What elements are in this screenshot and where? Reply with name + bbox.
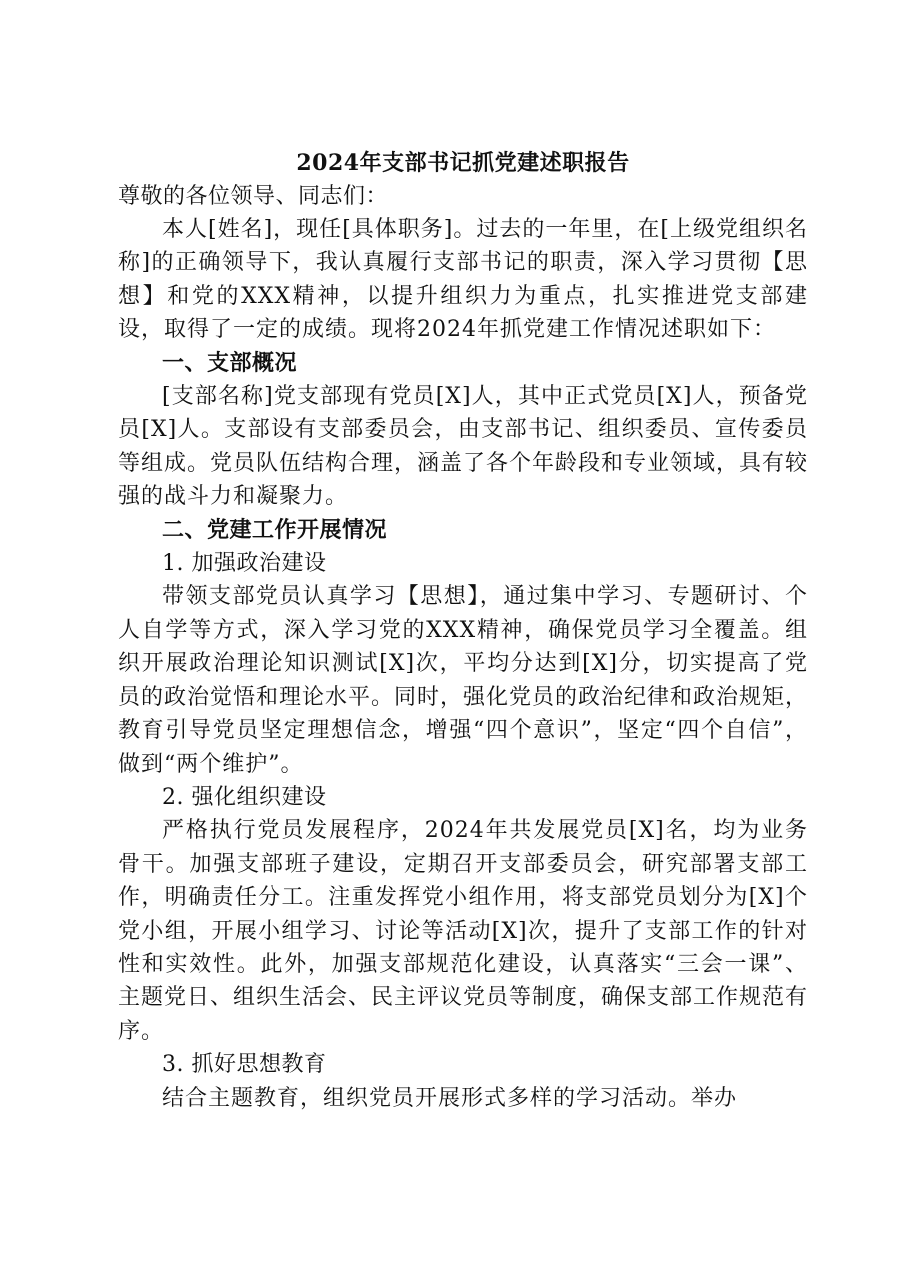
subheading-education: 3. 抓好思想教育 [162, 1052, 327, 1078]
subheading-political: 1. 加强政治建设 [162, 551, 327, 577]
political-paragraph: 带领支部党员认真学习【思想】，通过集中学习、专题研讨、个人自学等方式，深入学习党的XXX精神，确保党员学习全覆盖。组织开展政治理论知识测试[X]次，平均分达到[X]分，切实提高了党员的政治觉悟和理论水平。同时，强化党员的政治纪律和政治规矩，教育引导党员坚定理想信念，增强“四个意识”，坚定“四个自信”，做到“两个维护”。 [118, 584, 809, 777]
intro-paragraph: 本人[姓名]，现任[具体职务]。过去的一年里，在[上级党组织名称]的正确领导下，我认真履行支部书记的职责，深入学习贯彻【思想】和党的XXX精神，以提升组织力为重点，扎实推进党支部建设，取得了一定的成绩。现将2024年抓党建工作情况述职如下： [118, 217, 808, 343]
organization-paragraph: 严格执行党员发展程序，2024年共发展党员[X]名，均为业务骨干。加强支部班子建设，定期召开支部委员会，研究部署支部工作，明确责任分工。注重发挥党小组作用，将支部党员划分为[X]个党小组，开展小组学习、讨论等活动[X]次，提升了支部工作的针对性和实效性。此外，加强支部规范化建设，认真落实“三会一课”、主题党日、组织生活会、民主评议党员等制度，确保支部工作规范有序。 [118, 818, 809, 1044]
document-title: 2024年支部书记抓党建述职报告 [296, 150, 630, 176]
salutation: 尊敬的各位领导、同志们： [118, 184, 389, 209]
overview-paragraph: [支部名称]党支部现有党员[X]人，其中正式党员[X]人，预备党员[X]人。支部设有支部委员会，由支部书记、组织委员、宣传委员等组成。党员队伍结构合理，涵盖了各个年龄段和专业领域，具有较强的战斗力和凝聚力。 [118, 384, 809, 510]
section-heading-overview: 一、支部概况 [162, 350, 298, 376]
subheading-organization: 2. 强化组织建设 [162, 784, 327, 810]
document-body [118, 146, 808, 1115]
section-heading-work: 二、党建工作开展情况 [162, 517, 388, 543]
education-paragraph: 结合主题教育，组织党员开展形式多样的学习活动。举办 [162, 1085, 738, 1111]
